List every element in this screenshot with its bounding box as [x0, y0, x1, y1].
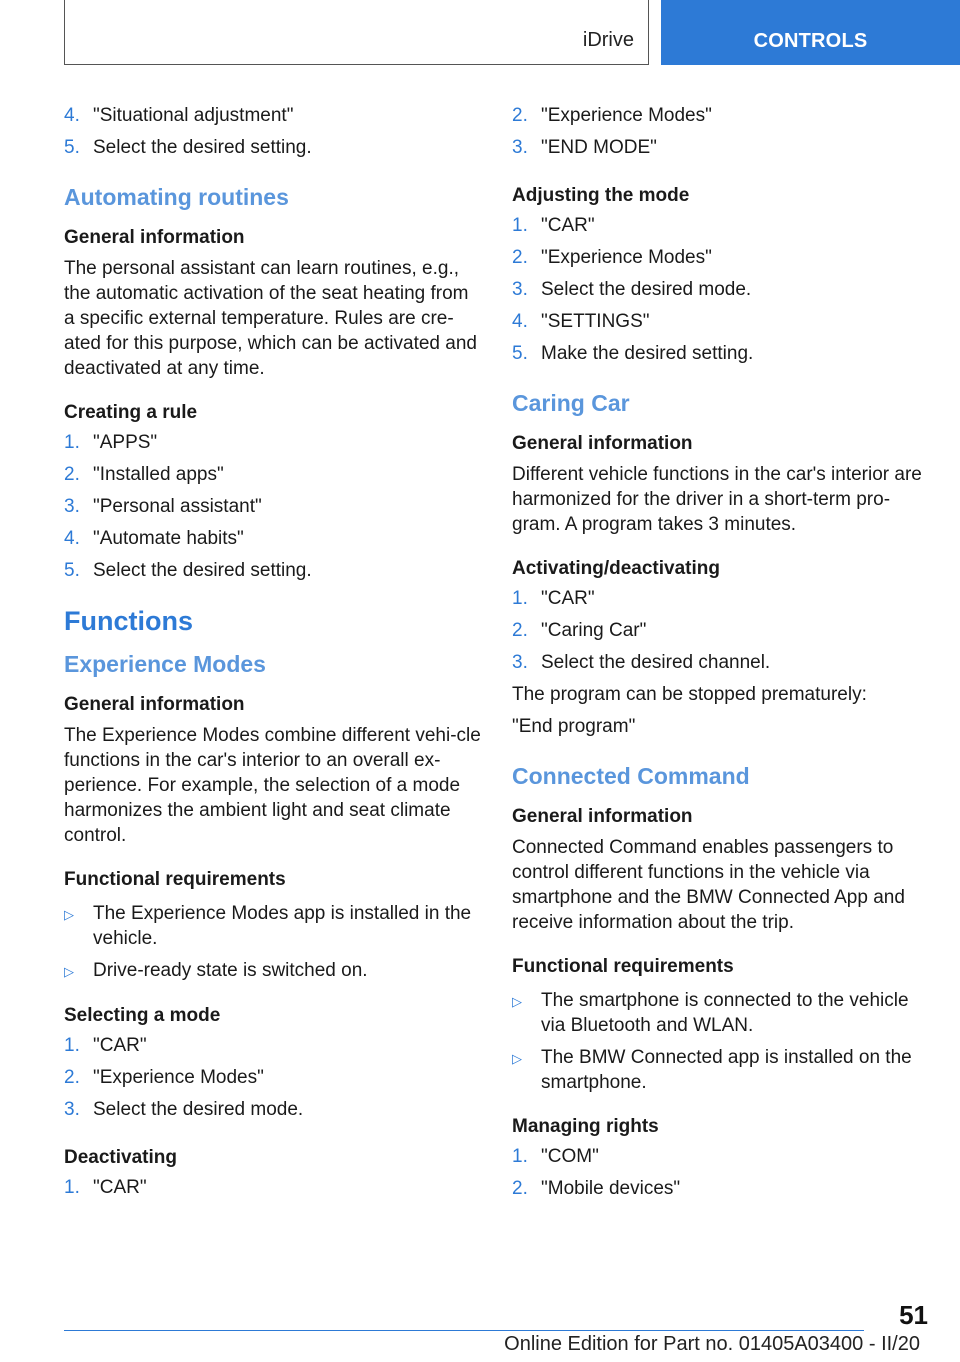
subheading-selecting-mode: Selecting a mode	[64, 1005, 221, 1026]
list-item: 1. "CAR"	[64, 1177, 147, 1198]
heading-connected-command: Connected Command	[512, 763, 750, 789]
subheading-general-information: General information	[64, 694, 245, 715]
list-item: 4. "SETTINGS"	[512, 311, 650, 332]
list-item: 1. "CAR"	[512, 215, 595, 236]
list-item: 2. "Caring Car"	[512, 620, 647, 641]
bullet-item: ▷ The BMW Connected app is installed on the smartphone.	[512, 1047, 912, 1093]
header-section-title: iDrive	[582, 29, 634, 51]
subheading-functional-requirements: Functional requirements	[512, 956, 734, 977]
bullet-item: ▷ The smartphone is connected to the vehicle via Bluetooth and WLAN.	[512, 990, 909, 1036]
list-item: 2. "Installed apps"	[64, 464, 224, 485]
subheading-general-information: General information	[512, 433, 693, 454]
triangle-bullet-icon: ▷	[64, 907, 74, 922]
list-item: 2. "Experience Modes"	[512, 105, 712, 126]
list-item: 3. "Personal assistant"	[64, 496, 262, 517]
list-item: 4. "Automate habits"	[64, 528, 244, 549]
subheading-functional-requirements: Functional requirements	[64, 869, 286, 890]
header-chapter-tab	[661, 0, 960, 65]
subheading-general-information: General information	[64, 227, 245, 248]
subheading-managing-rights: Managing rights	[512, 1116, 659, 1137]
list-item: 1. "CAR"	[64, 1035, 147, 1056]
subheading-adjusting-mode: Adjusting the mode	[512, 185, 690, 206]
bullet-item: ▷ Drive-ready state is switched on.	[64, 958, 484, 984]
heading-automating-routines: Automating routines	[64, 184, 289, 210]
heading-experience-modes: Experience Modes	[64, 651, 266, 677]
list-item: 1. "CAR"	[512, 588, 595, 609]
footer-divider	[64, 1330, 864, 1331]
heading-functions: Functions	[64, 606, 193, 636]
bullet-item: ▷ The Experience Modes app is installed in the vehicle.	[64, 903, 472, 949]
list-item: 5. Make the desired setting.	[512, 343, 754, 364]
paragraph-end-program: "End program"	[512, 716, 636, 737]
subheading-general-information: General information	[512, 806, 693, 827]
subheading-deactivating: Deactivating	[64, 1147, 177, 1168]
subheading-activating-deactivating: Activating/deactivating	[512, 558, 720, 579]
list-item: 1. "COM"	[512, 1146, 599, 1167]
paragraph-connected-command: Connected Command enables passengers to control different functions in the vehicle via smartphone and the BMW Connected App and receive information about the trip.	[512, 837, 905, 933]
subheading-creating-rule: Creating a rule	[64, 402, 198, 423]
header-section-box	[64, 0, 649, 65]
triangle-bullet-icon: ▷	[512, 1051, 522, 1066]
left-column	[64, 100, 484, 1204]
list-item: 3. Select the desired mode.	[64, 1099, 304, 1120]
list-item: 3. Select the desired mode.	[512, 279, 752, 300]
triangle-bullet-icon: ▷	[64, 964, 74, 979]
list-item: 2. "Experience Modes"	[512, 247, 712, 268]
list-item: 2. "Experience Modes"	[64, 1067, 264, 1088]
list-item: 5. Select the desired setting.	[64, 137, 312, 158]
list-item: 5. Select the desired setting.	[64, 560, 312, 581]
heading-caring-car: Caring Car	[512, 390, 630, 416]
list-item: 3. Select the desired channel.	[512, 652, 771, 673]
list-item: 2. "Mobile devices"	[512, 1178, 681, 1199]
footer-edition-text: Online Edition for Part no. 01405A03400 - II/20	[504, 1333, 920, 1355]
header-chapter-title: CONTROLS	[753, 30, 868, 52]
triangle-bullet-icon: ▷	[512, 994, 522, 1009]
list-item: 4. "Situational adjustment"	[64, 105, 294, 126]
list-item: 3. "END MODE"	[512, 137, 657, 158]
right-column	[512, 100, 932, 1205]
paragraph-automating: The personal assistant can learn routines, e.g., the automatic activation of the seat heating from a specific external temperature. Rules are cre‐ated for this purpose, which can be activated and deactivated at any time.	[64, 258, 477, 379]
paragraph-stop-program: The program can be stopped prematurely:	[512, 684, 867, 705]
page-number: 51	[899, 1300, 928, 1330]
paragraph-caring-car: Different vehicle functions in the car's interior are harmonized for the driver in a short-term pro‐gram. A program takes 3 minutes.	[512, 464, 922, 535]
paragraph-experience-modes: The Experience Modes combine different vehi‐cle functions in the car's interior to an overall ex‐perience. For example, the selection of a mode harmonizes the ambient light and seat climate control.	[64, 725, 481, 846]
list-item: 1. "APPS"	[64, 432, 158, 453]
